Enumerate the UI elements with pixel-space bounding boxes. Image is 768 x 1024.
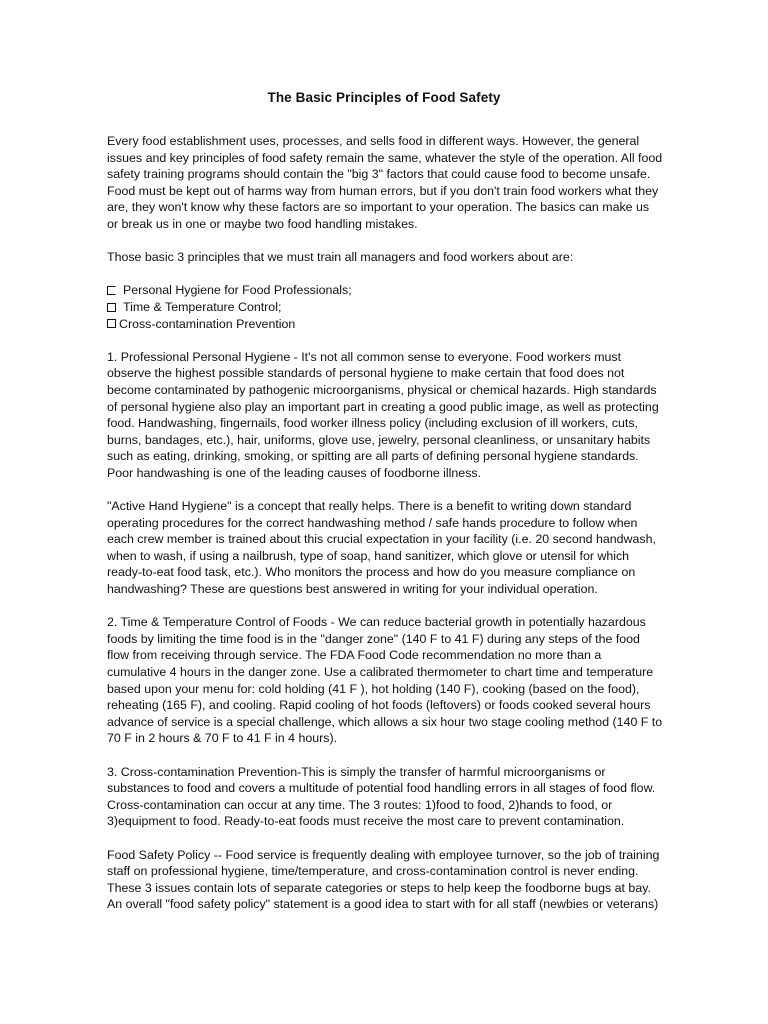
checkbox-icon <box>107 303 116 312</box>
paragraph-spacer <box>107 233 663 250</box>
section-time-temperature: 2. Time & Temperature Control of Foods - We can reduce bacterial growth in potentially hazardous foods by limiting the time food is in the "danger zone" (140 F to 41 F) during any steps of the food flow from receiving through service. The FDA Food Code recommendation no more than a cumulative 4 hours in the danger zone. Use a calibrated thermometer to chart time and temperature based upon your menu for: cold holding (41 F ), hot holding (140 F), cooking (based on the food), reheating (165 F), and cooling. Rapid cooling of hot foods (leftovers) or foods cooked several hours advance of service is a special challenge, which allows a six hour two stage cooling method (140 F to 70 F in 2 hours & 70 F to 41 F in 4 hours). <box>107 615 663 746</box>
paragraph-spacer <box>107 332 663 349</box>
list-item <box>107 282 663 299</box>
paragraph-spacer <box>107 266 663 283</box>
section-active-hand-hygiene: "Active Hand Hygiene" is a concept that really helps. There is a benefit to writing down standard operating procedures for the correct handwashing method / safe hands procedure to follow when each crew member is trained about this crucial expectation in your facility (i.e. 20 second handwash, when to wash, if using a nailbrush, type of soap, hand sanitizer, which glove or utensil for which ready-to-eat food task, etc.). Who monitors the process and how do you measure compliance on handwashing? These are questions best answered in writing for your individual operation. <box>107 499 656 597</box>
intro-paragraph: Every food establishment uses, processes, and sells food in different ways. However, the general issues and key principles of food safety remain the same, whatever the style of the operation. All food safety training programs should contain the "big 3" factors that could cause food to become unsafe. Food must be kept out of harms way from human errors, but if you don't train food workers what they are, they won't know why these factors are so important to your operation. The basics can make us or break us in one or maybe two food handling mistakes. <box>107 134 663 231</box>
document-title: The Basic Principles of Food Safety <box>267 90 501 105</box>
section-cross-contamination: 3. Cross-contamination Prevention-This is simply the transfer of harmful microorganisms or substances to food and covers a multitude of potential food handling errors in all stages of food flow. Cross-contamination can occur at any time. The 3 routes: 1)food to food, 2)hands to food, or 3)equipment to food. Ready-to-eat foods must receive the most care to prevent contamination. <box>107 764 656 829</box>
paragraph-spacer <box>107 598 663 615</box>
list-intro-paragraph: Those basic 3 principles that we must train all managers and food workers about are: <box>107 250 574 265</box>
principle-label: Time & Temperature Control; <box>123 299 282 314</box>
paragraph-spacer <box>107 481 663 498</box>
principle-label: Cross-contamination Prevention <box>119 316 296 331</box>
section-food-safety-policy: Food Safety Policy -- Food service is frequently dealing with employee turnover, so the job of training staff on professional hygiene, time/temperature, and cross-contamination control is never ending. These 3 issues contain lots of separate categories or steps to help keep the foodborne bugs at bay. An overall "food safety policy" statement is a good idea to start with for all staff (newbies or veterans) <box>107 847 660 912</box>
paragraph-spacer <box>107 830 663 847</box>
principles-list <box>107 282 663 332</box>
section-personal-hygiene: 1. Professional Personal Hygiene - It's not all common sense to everyone. Food workers must observe the highest possible standards of personal hygiene to make certain that food does not become contaminated by pathogenic microorganisms, physical or chemical hazards. High standards of personal hygiene also play an important part in creating a good public image, as well as protecting food. Handwashing, fingernails, food worker illness policy (including exclusion of ill workers, cuts, burns, bandages, etc.), hair, uniforms, glove use, jewelry, personal cleanliness, or unsanitary habits such as eating, drinking, smoking, or spitting are all parts of defining personal hygiene standards. Poor handwashing is one of the leading causes of foodborne illness. <box>107 349 659 480</box>
document-body <box>107 133 663 913</box>
paragraph-spacer <box>107 747 663 764</box>
principle-label: Personal Hygiene for Food Professionals; <box>123 283 352 298</box>
list-item <box>107 299 663 316</box>
list-item <box>107 316 663 333</box>
checkbox-icon <box>107 286 116 295</box>
checkbox-icon <box>107 319 116 328</box>
